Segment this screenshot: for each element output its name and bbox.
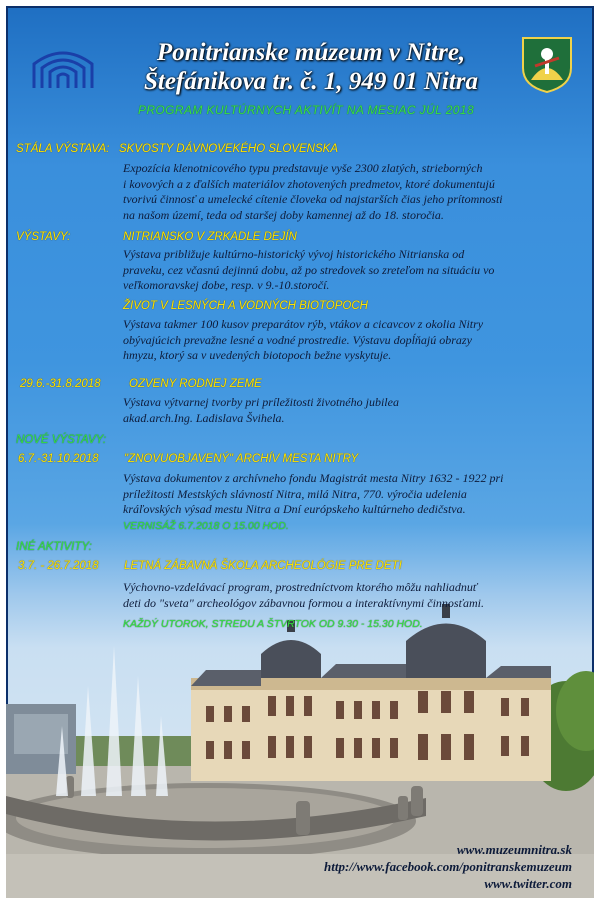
vernissage-info: VERNISÁŽ 6.7.2018 O 15.00 HOD. xyxy=(123,520,289,532)
exhibition-description xyxy=(123,317,483,364)
website-link[interactable]: www.muzeumnitra.sk xyxy=(456,842,572,857)
permanent-title: SKVOSTY DÁVNOVEKÉHO SLOVENSKA xyxy=(119,143,338,155)
museum-address: Štefánikova tr. č. 1, 949 01 Nitra xyxy=(143,68,479,95)
activity-title: LETNÁ ZÁBAVNÁ ŠKOLA ARCHEOLÓGIE PRE DETI xyxy=(124,560,402,572)
text-line: Výstava výtvarnej tvorby pri príležitosti životného jubilea xyxy=(123,395,399,409)
text-line: veľkomoravskej dobe, resp. v 9.-10.storočí. xyxy=(123,278,330,293)
exhibition-description xyxy=(123,247,494,294)
text-line: Výstava približuje kultúrno-historický vývoj historického Nitrianska od xyxy=(123,247,465,261)
text-line: na našom území, teda od staršej doby kamennej až do 18. storočia. xyxy=(123,207,444,222)
text-line: praveku, cez včasnú dejinnú dobu, až po stredovek so zreteľom na situáciu vo xyxy=(123,262,495,277)
text-line: kráľovských výsad mestu Nitra a Dní európskeho kultúrneho dedičstva. xyxy=(123,502,466,517)
activity-date: 3.7. - 26.7.2018 xyxy=(18,560,99,572)
text-line: deti do "sveta" archeológov zábavnou formou a interaktívnymi činnosťami. xyxy=(123,595,484,610)
exhibition-title: NITRIANSKO V ZRKADLE DEJÍN xyxy=(123,231,297,243)
exhibition-title: ŽIVOT V LESNÝCH A VODNÝCH BIOTOPOCH xyxy=(123,300,368,312)
activity-hours: KAŽDÝ UTOROK, STREDU A ŠTVRTOK OD 9.30 - 15.30 HOD. xyxy=(123,618,423,630)
city-crest-icon xyxy=(521,36,573,94)
new-exhibition-title: "ZNOVUOBJAVENÝ" ARCHÍV MESTA NITRY xyxy=(124,453,359,465)
text-line: Expozícia klenotnicového typu predstavuje vyše 2300 zlatých, strieborných xyxy=(123,161,483,175)
new-exhibitions-label: NOVÉ VÝSTAVY: xyxy=(16,434,107,446)
exhibitions-label: VÝSTAVY: xyxy=(16,231,71,243)
text-line: Výchovno-vzdelávací program, prostredníctvom ktorého môžu nahliadnuť xyxy=(123,580,478,594)
facebook-link[interactable]: http://www.facebook.com/ponitranskemuzeum xyxy=(324,859,572,874)
permanent-label: STÁLA VÝSTAVA: xyxy=(16,143,110,155)
exhibition-description xyxy=(123,395,399,426)
other-activities-label: INÉ AKTIVITY: xyxy=(16,541,92,553)
text-line: akad.arch.Ing. Ladislava Švihela. xyxy=(123,410,285,425)
museum-logo-icon xyxy=(30,44,96,90)
text-line: príležitosti Mestských slávností Nitra, milá Nitra, 770. výročia udelenia xyxy=(123,486,467,501)
text-line: hmyzu, ktorý sa v uvedených biotopoch bežne vyskytuje. xyxy=(123,348,392,363)
text-line: Výstava takmer 100 kusov preparátov rýb, vtákov a cicavcov z okolia Nitry xyxy=(123,317,484,331)
new-exhibition-date: 6.7.-31.10.2018 xyxy=(18,453,99,465)
permanent-description xyxy=(123,161,503,223)
exhibition-title: OZVENY RODNEJ ZEME xyxy=(129,378,262,390)
program-heading: PROGRAM KULTÚRNYCH AKTIVÍT NA MESIAC JÚL 2018 xyxy=(137,103,475,117)
text-line: obývajúcich prevažne lesné a vodné prostredie. Výstavu dopĺňajú obrazy xyxy=(123,332,472,347)
activity-description xyxy=(123,580,484,611)
exhibition-date: 29.6.-31.8.2018 xyxy=(20,378,101,390)
museum-title: Ponitrianske múzeum v Nitre, xyxy=(156,39,466,66)
text-line: Výstava dokumentov z archívneho fondu Magistrát mesta Nitry 1632 - 1922 pri xyxy=(123,471,504,485)
text-line: i kovových a z ďalších materiálov zhotovených predmetov, ktoré dokumentujú xyxy=(123,176,495,191)
text-line: tvorivú činnosť a umelecké cítenie človeka od najstarších čias jeho prítomnosti xyxy=(123,192,503,207)
new-exhibition-description xyxy=(123,471,504,518)
twitter-link[interactable]: www.twitter.com xyxy=(484,876,572,891)
